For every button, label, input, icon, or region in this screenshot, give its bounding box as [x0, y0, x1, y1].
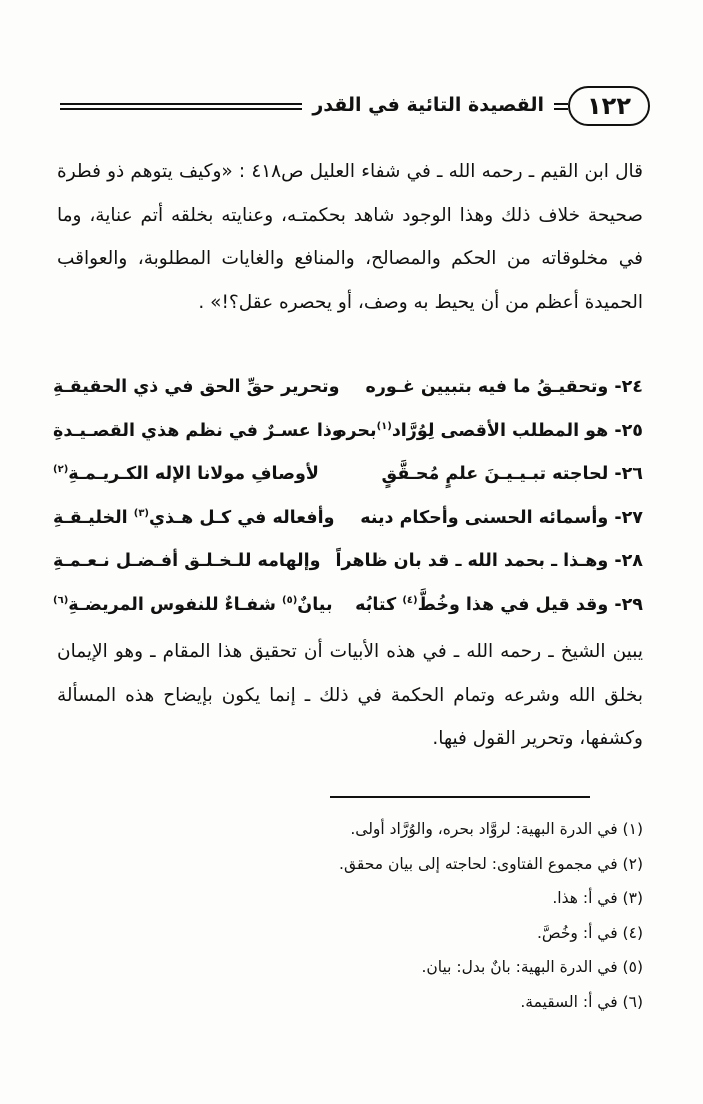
verse-first-hemistich	[351, 366, 643, 410]
verse-text: ٢٨- وهـذا ـ بحمد الله ـ قد بان ظاهراً	[335, 551, 643, 571]
verse-text: بحره	[336, 420, 377, 441]
footnote: (١) في الدرة البهية: لروَّاد بحره، والوُرَّاد أولى.	[350, 820, 643, 838]
verse-first-hemistich	[336, 410, 643, 454]
verse-text: ٢٥- هو المطلب الأقصى لِوُرَّاد	[391, 420, 643, 441]
footnote-separator	[330, 796, 590, 798]
verse	[53, 584, 643, 628]
verse-text: ٢٩- وقد قيل في هذا وخُطَّ	[417, 594, 643, 615]
footnote: (٤) في أ: وخُصَّ.	[536, 923, 643, 942]
intro-paragraph: قال ابن القيم ـ رحمه الله ـ في شفاء العليل ص٤١٨ : «وكيف يتوهم ذو فطرة صحيحة خلاف ذلك وهذا الوجود شاهد بحكمتـه، وعنايته بخلقه أتم عناية، وما في مخلوقاته من الحكم والمصالح، والمنافع والغايات المطلوبة، والعواقب الحميدة أعظم من أن يحيط به وصف، أو يحصره عقل؟!» .	[57, 161, 643, 313]
verse-first-hemistich	[335, 540, 643, 584]
verse-text: كتابُه	[355, 594, 403, 615]
verse-text: ٢٦- لحاجته تبـيـيـنَ علمٍ مُحـقَّقٍ	[381, 464, 643, 484]
verse-text: شفـاءٌ للنفوس المريضـةِ	[68, 594, 283, 615]
verse-first-hemistich	[351, 584, 643, 628]
footnotes	[57, 812, 643, 1019]
verse	[53, 410, 643, 454]
footnote-marker: (٣)	[133, 507, 149, 519]
page-header	[60, 86, 650, 130]
running-title: القصيدة التائية في القدر	[302, 88, 554, 122]
verse-text: ٢٧- وأسمائه الحسنى وأحكام دينه	[360, 507, 643, 528]
verse-text: وتحرير حقِّ الحق في ذي الحقيقـةِ	[53, 377, 340, 397]
verse-second-hemistich	[53, 366, 345, 410]
poem	[53, 366, 643, 627]
verse-second-hemistich	[53, 410, 345, 454]
footnote: (٥) في الدرة البهية: بانٌ بدل: بيان.	[421, 958, 643, 976]
footnote: (٣) في أ: هذا.	[552, 889, 643, 907]
commentary-paragraph: يبين الشيخ ـ رحمه الله ـ في هذه الأبيات أن تحقيق هذا المقام ـ وهو الإيمان بخلق الله وشرعه وتمام الحكمة في ذلك ـ إنما يكون بإيضاح هذه المسألة وكشفها، وتحرير القول فيها.	[57, 641, 643, 749]
footnote-marker: (٢)	[53, 464, 69, 476]
footnote: (٦) في أ: السقيمة.	[520, 992, 643, 1011]
verse-text: وإلهامه للـخـلـق أفـضـل نـعـمـةِ	[53, 551, 321, 571]
verse	[53, 540, 643, 584]
footnote-marker: (٦)	[53, 594, 69, 606]
footnote-marker: (٥)	[282, 594, 298, 606]
verse-second-hemistich	[53, 453, 345, 497]
verse-text: الخليـقـةِ	[53, 507, 134, 528]
verse	[53, 453, 643, 497]
verse	[53, 497, 643, 541]
verse-second-hemistich	[53, 540, 345, 584]
footnote-marker: (١)	[376, 420, 392, 432]
verse-second-hemistich	[53, 584, 345, 628]
verse-text: بيانٌ	[297, 594, 333, 615]
verse	[53, 366, 643, 410]
footnote-marker: (٤)	[402, 594, 418, 606]
verse-text: لأوصافِ مولانا الإله الكـريـمـةِ	[68, 464, 319, 484]
verse-text: ٢٤- وتحقيـقُ ما فيه بتبيين غـوره	[365, 377, 643, 397]
page-number: ١٢٢	[568, 86, 650, 126]
verse-text: وذا عسـرٌ في نظم هذي القصـيـدةِ	[53, 420, 343, 441]
verse-first-hemistich	[351, 497, 643, 541]
verse-second-hemistich	[53, 497, 345, 541]
verse-text: وأفعاله في كـل هـذي	[149, 507, 335, 528]
verse-first-hemistich	[351, 453, 643, 497]
footnote: (٢) في مجموع الفتاوى: لحاجته إلى بيان محقق.	[339, 854, 643, 873]
